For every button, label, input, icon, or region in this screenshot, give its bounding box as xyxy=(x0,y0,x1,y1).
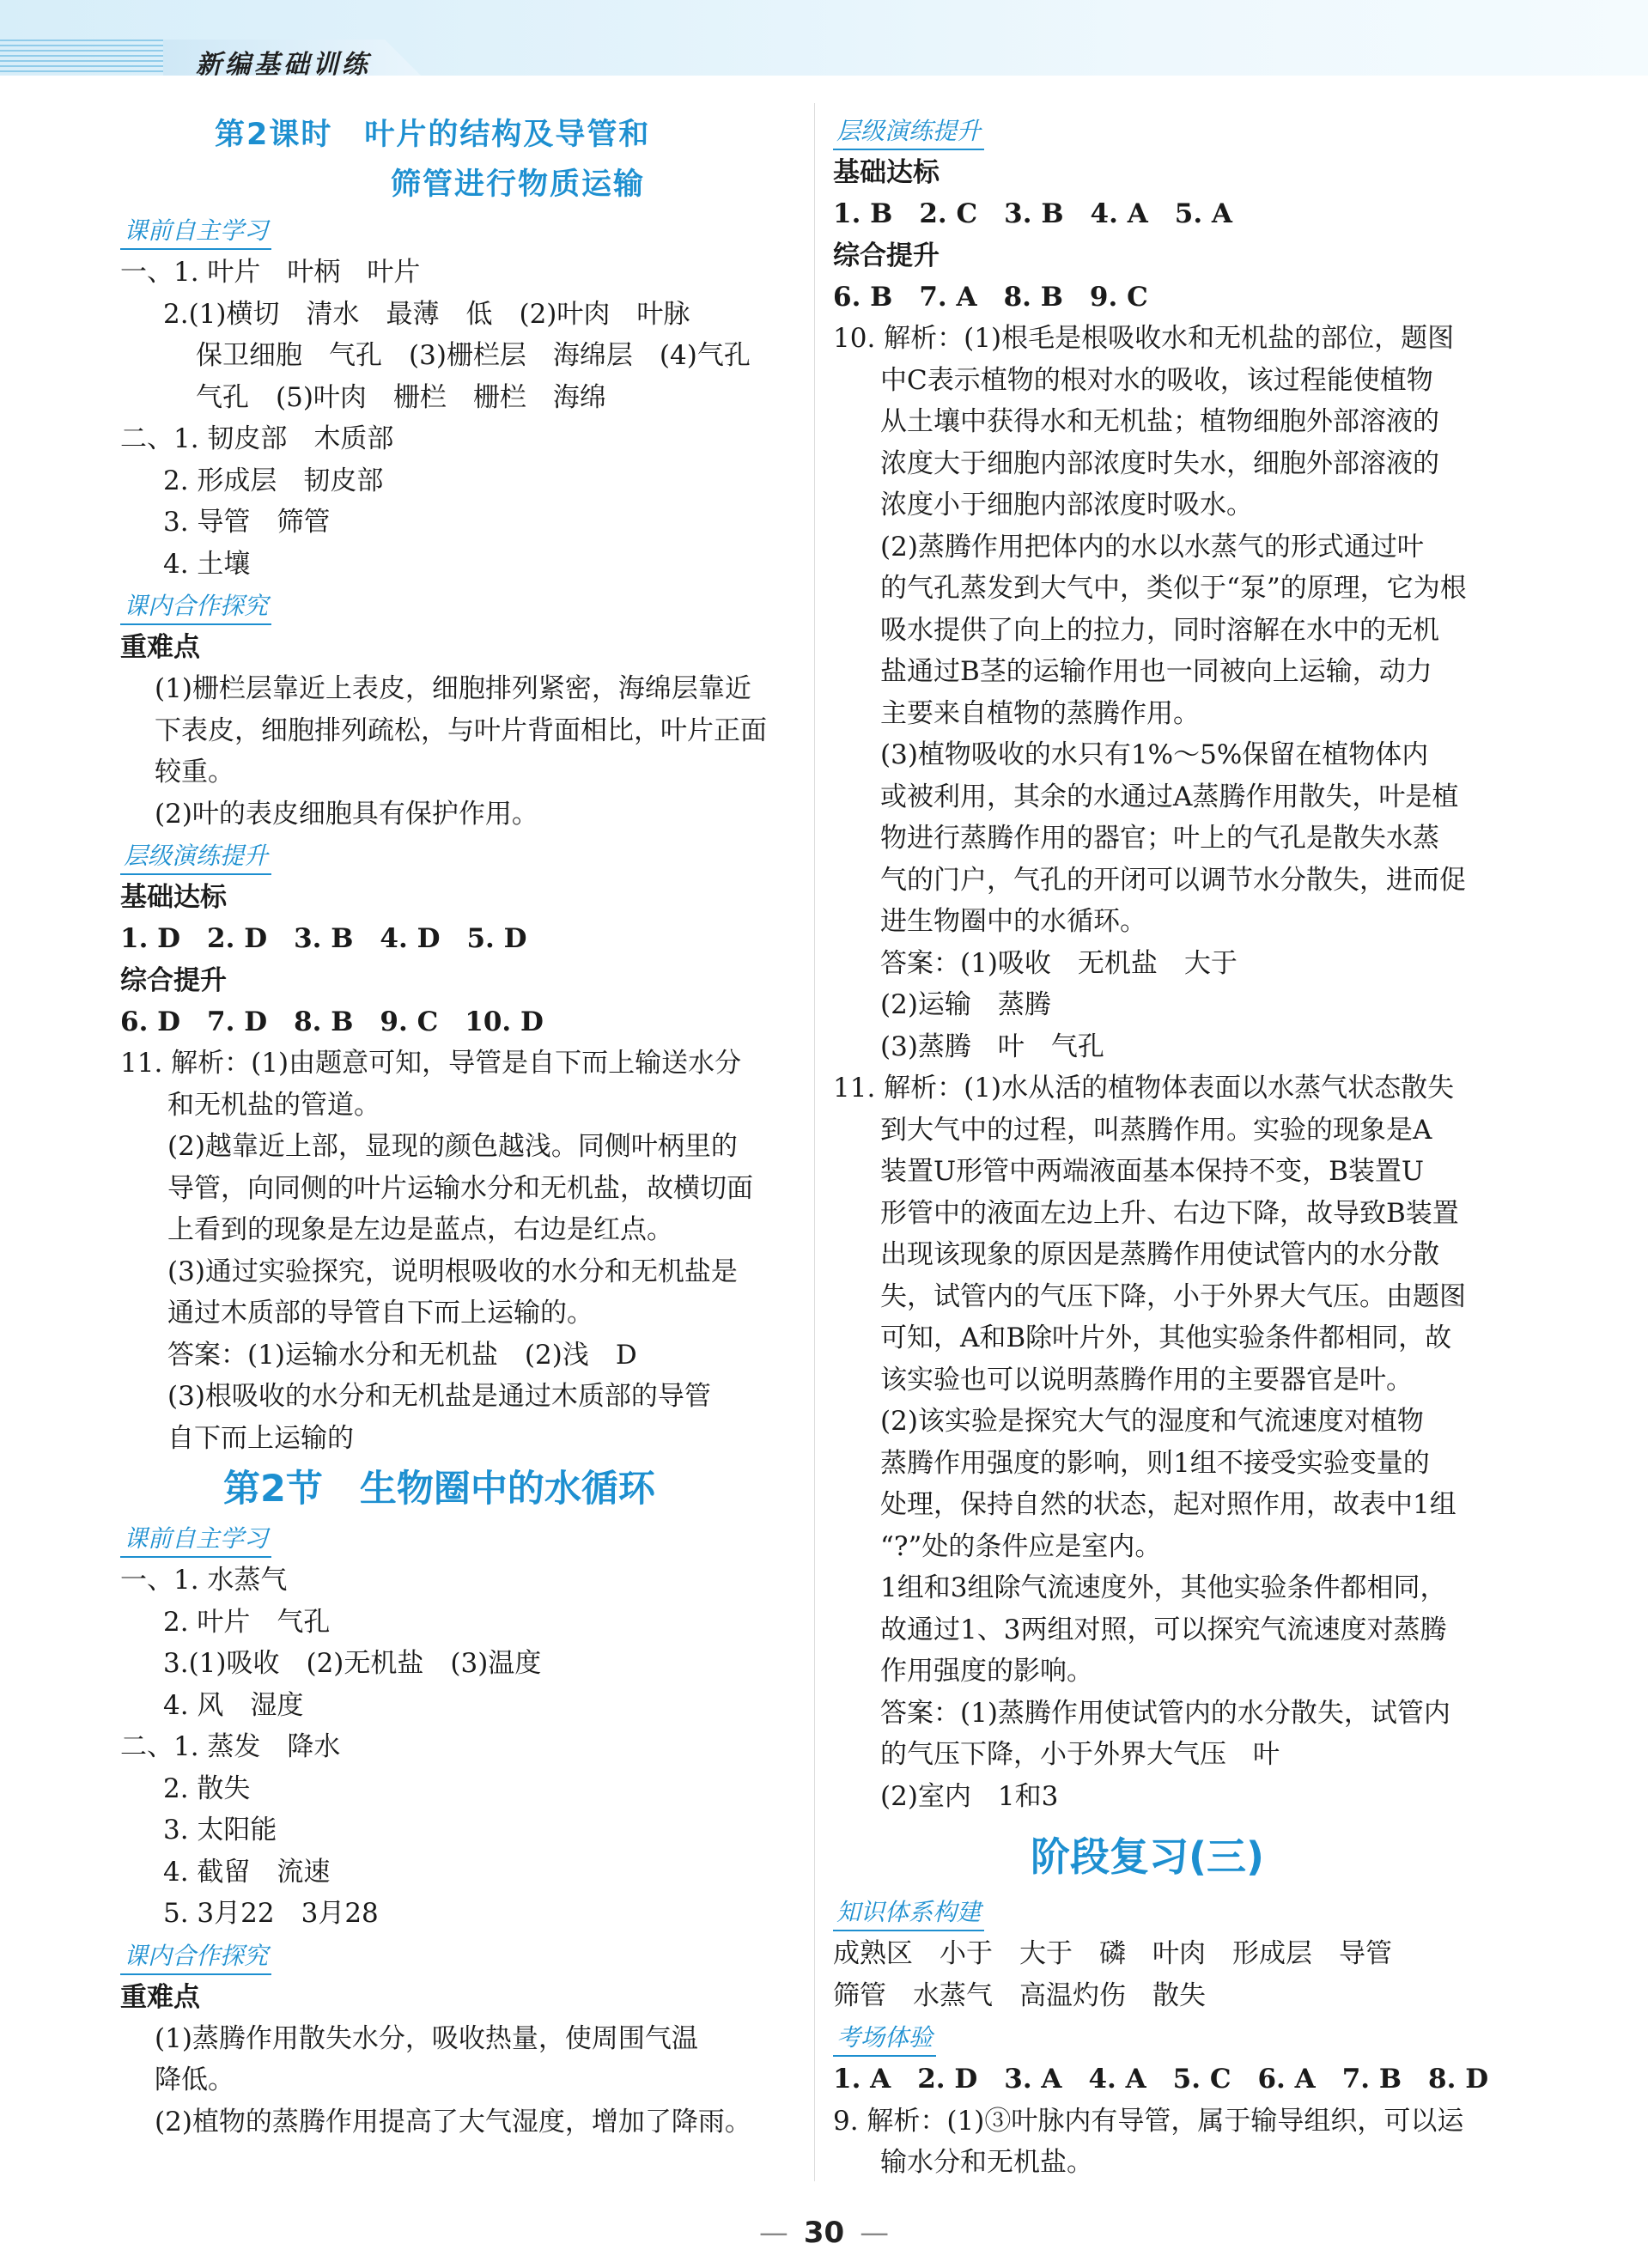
q11-line: (3)根吸收的水分和无机盐是通过木质部的导管 xyxy=(167,1381,711,1412)
q11-line: 装置U形管中两端液面基本保持不变，B装置U xyxy=(880,1156,1425,1187)
pre2-line: 2. 散失 xyxy=(163,1772,251,1804)
tag-pre-study: 课前自主学习 xyxy=(120,214,271,250)
q10-line: (2)运输 蒸腾 xyxy=(880,989,1051,1020)
pre-line: 2. 形成层 韧皮部 xyxy=(163,465,384,496)
q10-line: 主要来自植物的蒸腾作用。 xyxy=(880,697,1200,729)
section-title: 第2节 生物圈中的水循环 xyxy=(223,1468,655,1511)
q11-line: 形管中的液面左边上升、右边下降，故导致B装置 xyxy=(880,1197,1459,1229)
q11-line: 通过木质部的导管自下而上运输的。 xyxy=(167,1298,593,1329)
tag-knowledge: 知识体系构建 xyxy=(833,1895,984,1931)
coop2-line: (1)蒸腾作用散失水分，吸收热量，使周围气温 xyxy=(155,2022,698,2054)
pre2-line: 4. 风 湿度 xyxy=(163,1689,304,1721)
q11-line: 到大气中的过程，叫蒸腾作用。实验的现象是A xyxy=(880,1114,1432,1146)
q11-line: 11. 解析：(1)由题意可知，导管是自下而上输送水分 xyxy=(120,1048,742,1079)
left-column xyxy=(120,110,807,2143)
pre2-line: 3. 太阳能 xyxy=(163,1815,277,1845)
q11-line: 的气压下降，小于外界大气压 叶 xyxy=(880,1739,1280,1770)
column-divider xyxy=(814,103,815,2181)
subheading-key-points: 重难点 xyxy=(120,632,200,663)
coop-line: (2)叶的表皮细胞具有保护作用。 xyxy=(155,798,538,830)
q10-line: 浓度小于细胞内部浓度时吸水。 xyxy=(880,489,1253,520)
right-column xyxy=(833,110,1511,2184)
subheading-basic: 基础达标 xyxy=(120,882,227,913)
coop-line: 较重。 xyxy=(155,757,234,787)
page-number: — 30 — xyxy=(758,2216,890,2250)
pre2-line: 4. 截留 流速 xyxy=(163,1856,331,1888)
header-stripes xyxy=(0,40,163,74)
coop2-line: 降低。 xyxy=(155,2064,234,2095)
pre-line: 3. 导管 筛管 xyxy=(163,507,331,538)
answer-line: 1. B 2. C 3. B 4. A 5. A xyxy=(833,198,1232,229)
q11-line: 可知，A和B除叶片外，其他实验条件都相同，故 xyxy=(880,1322,1452,1353)
tag-pre-study: 课前自主学习 xyxy=(120,1522,271,1558)
coop-line: (1)栅栏层靠近上表皮，细胞排列紧密，海绵层靠近 xyxy=(155,673,751,704)
book-title: 新编基础训练 xyxy=(196,50,371,80)
q10-line: 进生物圈中的水循环。 xyxy=(880,906,1146,937)
pre-line: 2.(1)横切 清水 最薄 低 (2)叶肉 叶脉 xyxy=(163,298,690,330)
subheading-basic: 基础达标 xyxy=(833,157,940,188)
q11-line: (2)越靠近上部，显现的颜色越浅。同侧叶柄里的 xyxy=(167,1131,738,1162)
q9-line: 输水分和无机盐。 xyxy=(880,2147,1093,2178)
q10-line: 吸水提供了向上的拉力，同时溶解在水中的无机 xyxy=(880,614,1439,646)
q11-line: 出现该现象的原因是蒸腾作用使试管内的水分散 xyxy=(880,1239,1439,1270)
q10-line: 答案：(1)吸收 无机盐 大于 xyxy=(880,947,1238,979)
coop2-line: (2)植物的蒸腾作用提高了大气湿度，增加了降雨。 xyxy=(155,2106,751,2137)
q10-line: 或被利用，其余的水通过A蒸腾作用散失，叶是植 xyxy=(880,781,1459,812)
q11-line: (2)该实验是探究大气的湿度和气流速度对植物 xyxy=(880,1406,1424,1437)
q11-line: 失，试管内的气压下降，小于外界大气压。由题图 xyxy=(880,1280,1466,1312)
answer-line: 1. D 2. D 3. B 4. D 5. D xyxy=(120,923,527,954)
q11-line: 作用强度的影响。 xyxy=(880,1656,1093,1687)
pre-line: 一、1. 叶片 叶柄 叶片 xyxy=(120,257,421,288)
q11-line: 处理，保持自然的状态，起对照作用，故表中1组 xyxy=(880,1489,1456,1520)
lesson-title-line-1: 第2课时 叶片的结构及导管和 xyxy=(215,118,651,152)
tag-drill: 层级演练提升 xyxy=(120,839,271,875)
q11-line: 上看到的现象是左边是蓝点，右边是红点。 xyxy=(167,1214,673,1245)
pre-line: 4. 土壤 xyxy=(163,548,251,580)
tag-drill: 层级演练提升 xyxy=(833,114,984,150)
pre2-line: 一、1. 水蒸气 xyxy=(120,1565,288,1596)
q11-line: 故通过1、3两组对照，可以探究气流速度对蒸腾 xyxy=(880,1614,1447,1645)
subheading-advanced: 综合提升 xyxy=(833,240,940,271)
lesson-title-line-2: 筛管进行物质运输 xyxy=(391,167,646,202)
pre-line: 气孔 (5)叶肉 栅栏 栅栏 海绵 xyxy=(196,381,606,413)
q11-line: 自下而上运输的 xyxy=(167,1422,354,1454)
q10-line: 的气孔蒸发到大气中，类似于“泵”的原理，它为根 xyxy=(880,573,1467,604)
q10-line: (3)植物吸收的水只有1%～5%保留在植物体内 xyxy=(880,739,1429,770)
subheading-advanced: 综合提升 xyxy=(120,964,227,996)
q10-line: 从土壤中获得水和无机盐；植物细胞外部溶液的 xyxy=(880,406,1439,437)
q11-line: 和无机盐的管道。 xyxy=(167,1089,380,1121)
stage-review-title: 阶段复习(三) xyxy=(1031,1833,1265,1880)
tag-exam: 考场体验 xyxy=(833,2021,936,2057)
q10-line: 中C表示植物的根对水的吸收，该过程能使植物 xyxy=(880,364,1433,396)
q11-line: 11. 解析：(1)水从活的植物体表面以水蒸气状态散失 xyxy=(833,1073,1455,1104)
answer-line: 1. A 2. D 3. A 4. A 5. C 6. A 7. B 8. D xyxy=(833,2064,1489,2095)
q11-line: (3)通过实验探究，说明根吸收的水分和无机盐是 xyxy=(167,1256,738,1287)
q10-line: 10. 解析：(1)根毛是根吸收水和无机盐的部位，题图 xyxy=(833,323,1455,354)
knowledge-line: 筛管 水蒸气 高温灼伤 散失 xyxy=(833,1979,1206,2011)
answer-line: 6. D 7. D 8. B 9. C 10. D xyxy=(120,1006,544,1037)
q9-line: 9. 解析：(1)③叶脉内有导管，属于输导组织，可以运 xyxy=(833,2105,1464,2137)
knowledge-line: 成熟区 小于 大于 磷 叶肉 形成层 导管 xyxy=(833,1938,1392,1969)
q10-line: 物进行蒸腾作用的器官；叶上的气孔是散失水蒸 xyxy=(880,823,1439,854)
q10-line: (2)蒸腾作用把体内的水以水蒸气的形式通过叶 xyxy=(880,531,1424,562)
q11-line: 答案：(1)蒸腾作用使试管内的水分散失，试管内 xyxy=(880,1697,1450,1729)
page-number-value: 30 xyxy=(803,2216,845,2250)
pre2-line: 5. 3月22 3月28 xyxy=(163,1898,379,1929)
q10-line: 气的门户，气孔的开闭可以调节水分散失，进而促 xyxy=(880,864,1466,896)
q11-line: (2)室内 1和3 xyxy=(880,1780,1059,1812)
tag-class-coop: 课内合作探究 xyxy=(120,1939,271,1975)
q10-line: 浓度大于细胞内部浓度时失水，细胞外部溶液的 xyxy=(880,447,1439,479)
pre2-line: 二、1. 蒸发 降水 xyxy=(120,1731,341,1762)
coop-line: 下表皮，细胞排列疏松，与叶片背面相比，叶片正面 xyxy=(155,714,767,746)
q10-line: (3)蒸腾 叶 气孔 xyxy=(880,1031,1104,1062)
q11-line: 导管，向同侧的叶片运输水分和无机盐，故横切面 xyxy=(167,1172,753,1204)
tag-class-coop: 课内合作探究 xyxy=(120,589,271,625)
pre-line: 保卫细胞 气孔 (3)栅栏层 海绵层 (4)气孔 xyxy=(196,340,751,371)
q11-line: 该实验也可以说明蒸腾作用的主要器官是叶。 xyxy=(880,1364,1413,1395)
pre-line: 二、1. 韧皮部 木质部 xyxy=(120,423,394,454)
q11-line: 蒸腾作用强度的影响，则1组不接受实验变量的 xyxy=(880,1447,1430,1479)
q10-line: 盐通过B茎的运输作用也一同被向上运输，动力 xyxy=(880,656,1432,687)
subheading-key-points: 重难点 xyxy=(120,1981,200,2013)
pre2-line: 2. 叶片 气孔 xyxy=(163,1606,331,1638)
q11-line: 1组和3组除气流速度外，其他实验条件都相同， xyxy=(880,1572,1447,1603)
q11-line: 答案：(1)运输水分和无机盐 (2)浅 D xyxy=(167,1339,637,1371)
lesson-title xyxy=(120,110,807,210)
answer-line: 6. B 7. A 8. B 9. C xyxy=(833,281,1148,313)
q11-line: “?”处的条件应是室内。 xyxy=(880,1530,1162,1562)
pre2-line: 3.(1)吸收 (2)无机盐 (3)温度 xyxy=(163,1648,542,1679)
